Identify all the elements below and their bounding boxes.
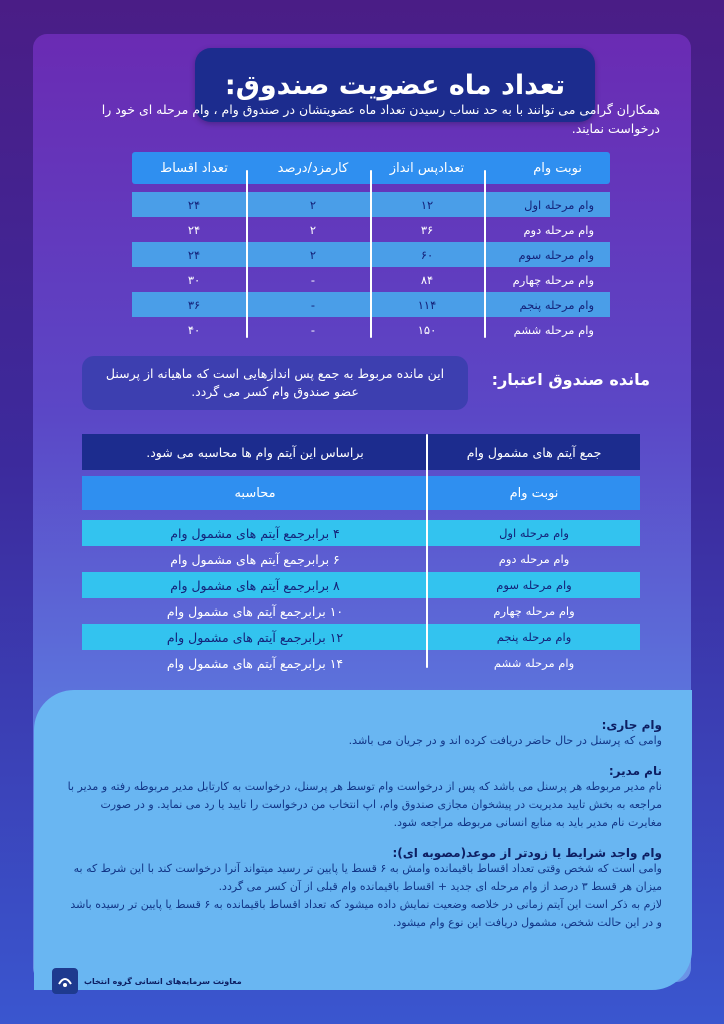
table-row bbox=[82, 572, 640, 598]
footer-org-name: معاونت سرمایه‌های انسانی گروه انتخاب bbox=[84, 976, 242, 986]
cell-loan: وام مرحله ششم bbox=[513, 322, 594, 337]
table-row bbox=[82, 598, 640, 624]
header-fee: کارمزد/درصد bbox=[277, 160, 349, 176]
cell-calc: ۴ برابرجمع آیتم های مشمول وام bbox=[82, 520, 428, 546]
note-manager-title: نام مدیر: bbox=[608, 764, 662, 778]
cell-calc: ۸ برابرجمع آیتم های مشمول وام bbox=[82, 572, 428, 598]
cell-fee: ۲ bbox=[309, 222, 317, 237]
table-row bbox=[82, 546, 640, 572]
cell-installments: ۳۰ bbox=[187, 272, 201, 287]
calc-table-top bbox=[82, 434, 640, 470]
table2-divider bbox=[426, 434, 428, 668]
cell-loan: وام مرحله پنجم bbox=[428, 624, 640, 650]
calc-table-header bbox=[82, 476, 640, 510]
cell-savings: ۶۰ bbox=[420, 247, 434, 262]
cell-fee: - bbox=[310, 297, 316, 312]
cell-loan: وام مرحله سوم bbox=[428, 572, 640, 598]
cell-calc: ۱۲ برابرجمع آیتم های مشمول وام bbox=[82, 624, 428, 650]
header-savings: تعدادپس انداز bbox=[389, 160, 465, 176]
cell-loan: وام مرحله دوم bbox=[523, 222, 594, 237]
cell-savings: ۸۴ bbox=[420, 272, 434, 287]
header-calc: محاسبه bbox=[82, 476, 428, 510]
top-calc-label: براساس این آیتم وام ها محاسبه می شود. bbox=[82, 434, 428, 470]
cell-savings: ۱۱۴ bbox=[417, 297, 437, 312]
table-row bbox=[82, 520, 640, 546]
cell-loan: وام مرحله ششم bbox=[493, 656, 575, 670]
table-row bbox=[82, 624, 640, 650]
cell-loan: وام مرحله چهارم bbox=[493, 604, 575, 618]
cell-calc: ۱۴ برابرجمع آیتم های مشمول وام bbox=[166, 655, 344, 671]
table-row bbox=[82, 650, 640, 676]
notes-panel bbox=[34, 690, 692, 990]
cell-loan: وام مرحله دوم bbox=[498, 552, 570, 566]
note-eligible-text: وامی است که شخص وقتی تعداد اقساط باقیمانده وامش به ۶ قسط یا پایین تر رسید میتواند آنرا درخواست کند با این شرط که به میزان هر قسط ۳ درصد از وام مرحله ای جدید + اقساط باقیمانده وام قبلی از آن کسر می گردد. bbox=[73, 862, 662, 893]
balance-box: این مانده مربوط به جمع پس اندازهایی است که ماهیانه از پرسنل عضو صندوق وام کسر می گردد. bbox=[82, 356, 468, 410]
cell-fee: ۲ bbox=[309, 197, 317, 212]
footer bbox=[52, 968, 242, 994]
table1-divider bbox=[370, 170, 372, 338]
cell-calc: ۱۰ برابرجمع آیتم های مشمول وام bbox=[166, 603, 344, 619]
cell-installments: ۲۴ bbox=[187, 197, 201, 212]
header-loan: نوبت وام bbox=[428, 476, 640, 510]
cell-fee: - bbox=[310, 322, 316, 337]
note-manager-text: نام مدیر مربوطه هر پرسنل می باشد که پس از درخواست وام توسط هر پرسنل، درخواست به کارتابل مدیر مربوطه رفته و مدیر با مراجعه به بخش تایید مدیریت در پیشخوان مجازی صندوق وام، اپ انتخاب من درخواست را تایید یا رد می نماید. و در صورت مغایرت نام مدیر باید به منابع انسانی مربوطه مراجعه شود. bbox=[67, 780, 662, 829]
cell-loan: وام مرحله پنجم bbox=[519, 297, 594, 312]
cell-loan: وام مرحله چهارم bbox=[512, 272, 594, 287]
cell-installments: ۲۴ bbox=[187, 222, 201, 237]
cell-installments: ۲۴ bbox=[187, 247, 201, 262]
calc-table bbox=[82, 434, 640, 676]
header-installments: تعداد اقساط bbox=[160, 160, 228, 176]
cell-fee: - bbox=[310, 272, 316, 287]
org-logo bbox=[52, 968, 78, 994]
cell-savings: ۳۶ bbox=[420, 222, 434, 237]
balance-label: مانده صندوق اعتبار: bbox=[491, 370, 650, 389]
cell-savings: ۱۲ bbox=[420, 197, 434, 212]
note-current-text: وامی که پرسنل در حال حاضر دریافت کرده اند و در جریان می باشد. bbox=[348, 734, 662, 747]
cell-loan: وام مرحله سوم bbox=[518, 247, 594, 262]
note-current-title: وام جاری: bbox=[601, 718, 662, 732]
page-title: تعداد ماه عضویت صندوق: bbox=[224, 69, 566, 101]
cell-savings: ۱۵۰ bbox=[417, 322, 437, 337]
note-eligible-title: وام واجد شرایط یا زودتر از موعد(مصوبه ای): bbox=[392, 846, 662, 860]
top-items-label: جمع آیتم های مشمول وام bbox=[428, 434, 640, 470]
intro-text: همکاران گرامی می توانند با به حد نساب رسیدن تعداد ماه عضویتشان در صندوق وام ، وام مرحله ای خود را درخواست نمایند. bbox=[101, 102, 660, 136]
cell-installments: ۳۶ bbox=[187, 297, 201, 312]
cell-loan: وام مرحله اول bbox=[428, 520, 640, 546]
table1-divider bbox=[246, 170, 248, 338]
table1-divider bbox=[484, 170, 486, 338]
cell-installments: ۴۰ bbox=[187, 322, 201, 337]
cell-fee: ۲ bbox=[309, 247, 317, 262]
cell-calc: ۶ برابرجمع آیتم های مشمول وام bbox=[170, 551, 340, 567]
cell-loan: وام مرحله اول bbox=[524, 197, 594, 212]
note-eligible-text2: لازم به ذکر است این آیتم زمانی در خلاصه وضعیت نمایش داده میشود که تعداد اقساط باقیمانده به ۶ قسط یا پایین تر رسیده باشد و در این حالت شخص، مشمول دریافت این نوع وام میشود. bbox=[70, 898, 662, 929]
header-loan: نوبت وام bbox=[533, 160, 582, 176]
